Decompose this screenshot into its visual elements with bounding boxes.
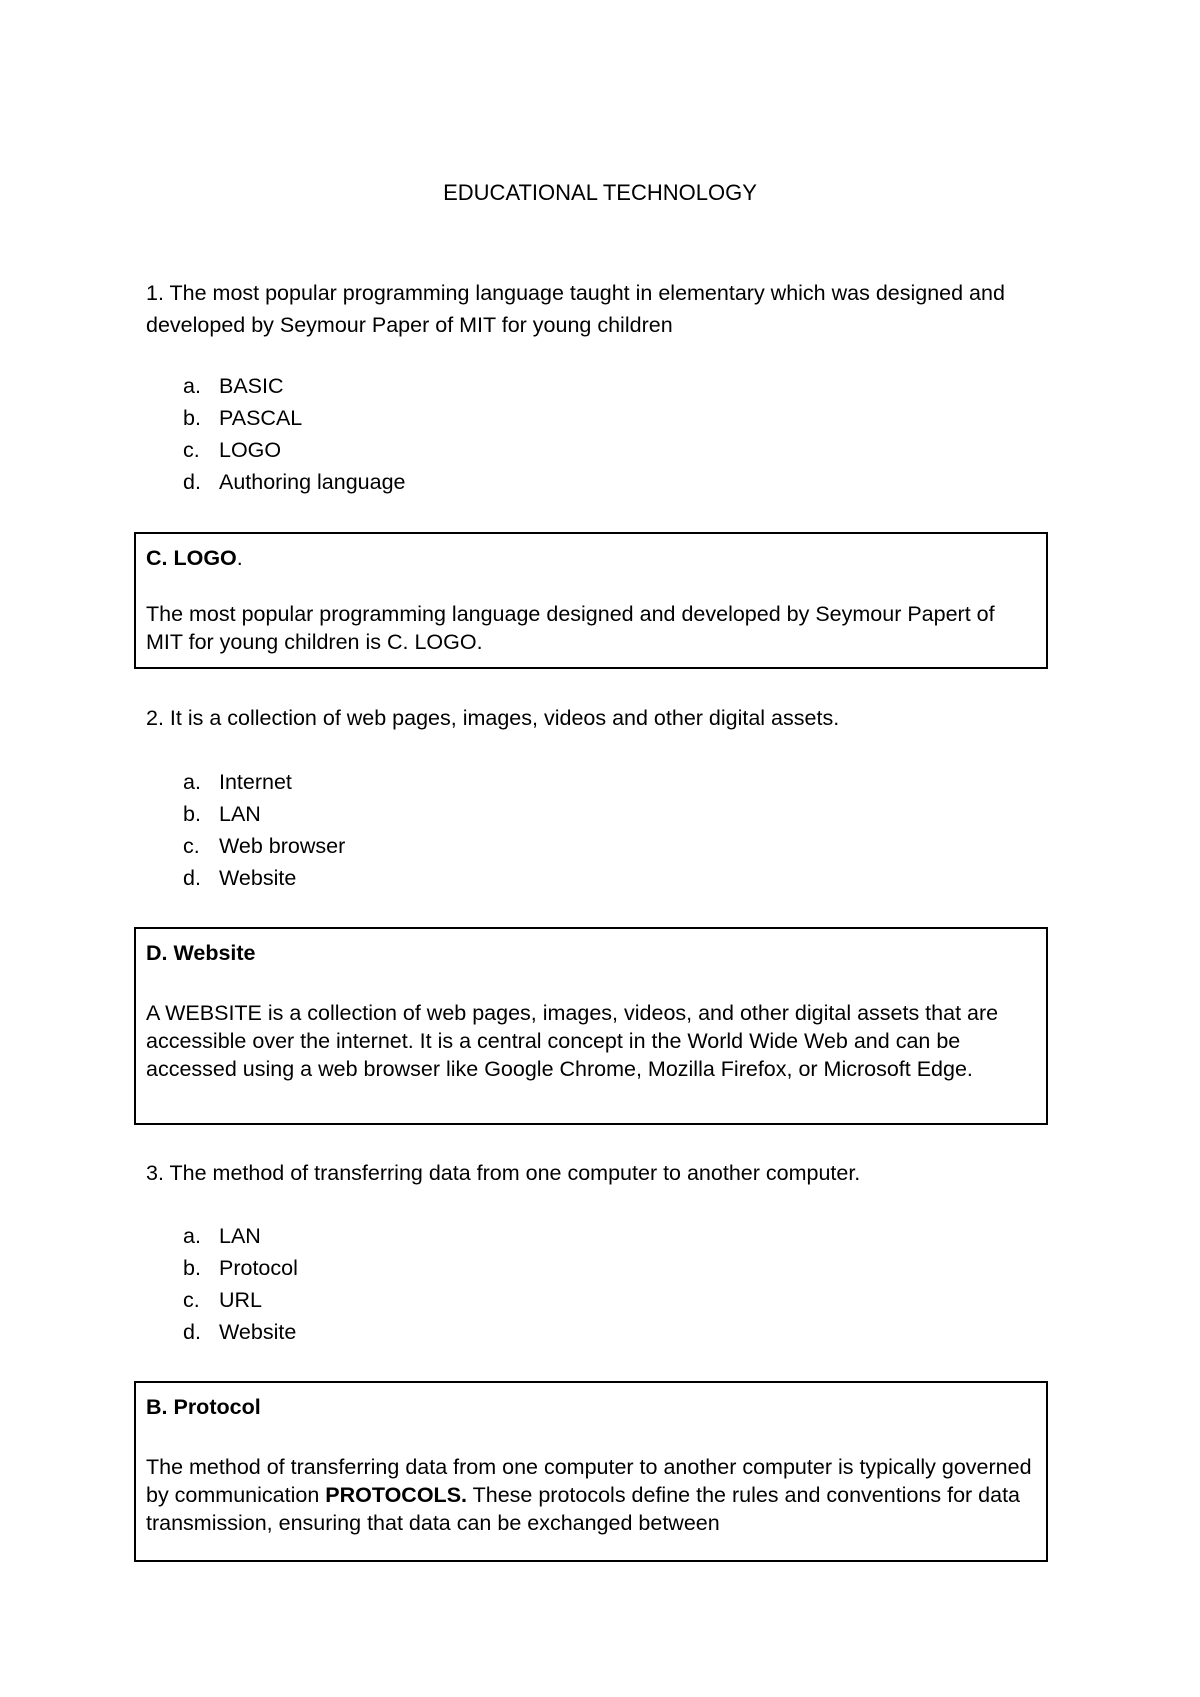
option-item <box>183 862 345 894</box>
option-item <box>183 434 406 466</box>
option-item <box>183 402 406 434</box>
answer-box-3 <box>134 1381 1048 1562</box>
option-item <box>183 370 406 402</box>
option-text: Protocol <box>219 1256 298 1280</box>
option-letter: b. <box>183 802 201 826</box>
option-letter: d. <box>183 866 201 890</box>
option-letter: c. <box>183 438 200 462</box>
option-item <box>183 1252 298 1284</box>
option-item <box>183 1220 298 1252</box>
question-2-text: 2. It is a collection of web pages, images, videos and other digital assets. <box>146 706 840 730</box>
answer-label: B. Protocol <box>146 1395 261 1419</box>
option-letter: d. <box>183 470 201 494</box>
option-letter: c. <box>183 1288 200 1312</box>
question-3-text: 3. The method of transferring data from one computer to another computer. <box>146 1161 861 1185</box>
option-text: LAN <box>219 802 261 826</box>
question-2-options <box>183 766 345 894</box>
option-text: LOGO <box>219 438 282 462</box>
answer-label: C. LOGO. <box>146 546 243 570</box>
option-letter: b. <box>183 1256 201 1280</box>
option-item <box>183 1316 298 1348</box>
answer-explanation: The method of transferring data from one computer to another computer is typically governed by communication PROTOCOLS. These protocols define the rules and conventions for data transmission, ensuring that data can be exchanged between <box>146 1455 1032 1535</box>
option-item <box>183 798 345 830</box>
option-letter: b. <box>183 406 201 430</box>
answer-explanation: A WEBSITE is a collection of web pages, images, videos, and other digital assets that are accessible over the internet. It is a central concept in the World Wide Web and can be accessed using a web browser like Google Chrome, Mozilla Firefox, or Microsoft Edge. <box>146 1001 999 1081</box>
question-1-options <box>183 370 406 498</box>
option-item <box>183 466 406 498</box>
option-letter: a. <box>183 770 201 794</box>
option-text: Authoring language <box>219 470 406 494</box>
option-letter: a. <box>183 1224 201 1248</box>
option-item <box>183 1284 298 1316</box>
option-item <box>183 766 345 798</box>
document-title: EDUCATIONAL TECHNOLOGY <box>443 180 757 205</box>
question-1-text: 1. The most popular programming language taught in elementary which was designed and developed by Seymour Paper of MIT for young children <box>146 281 1005 337</box>
option-letter: d. <box>183 1320 201 1344</box>
option-text: PASCAL <box>219 406 303 430</box>
answer-box-1 <box>134 532 1048 669</box>
option-text: LAN <box>219 1224 261 1248</box>
option-letter: a. <box>183 374 201 398</box>
protocols-emphasis: PROTOCOLS. <box>325 1483 468 1507</box>
question-3-options <box>183 1220 298 1348</box>
option-text: URL <box>219 1288 263 1312</box>
answer-box-2 <box>134 927 1048 1125</box>
answer-explanation: The most popular programming language designed and developed by Seymour Papert of MIT for young children is C. LOGO. <box>146 602 995 654</box>
option-text: Internet <box>219 770 292 794</box>
option-item <box>183 830 345 862</box>
option-text: BASIC <box>219 374 284 398</box>
option-letter: c. <box>183 834 200 858</box>
option-text: Website <box>219 1320 297 1344</box>
answer-label: D. Website <box>146 941 256 965</box>
option-text: Website <box>219 866 297 890</box>
option-text: Web browser <box>219 834 346 858</box>
